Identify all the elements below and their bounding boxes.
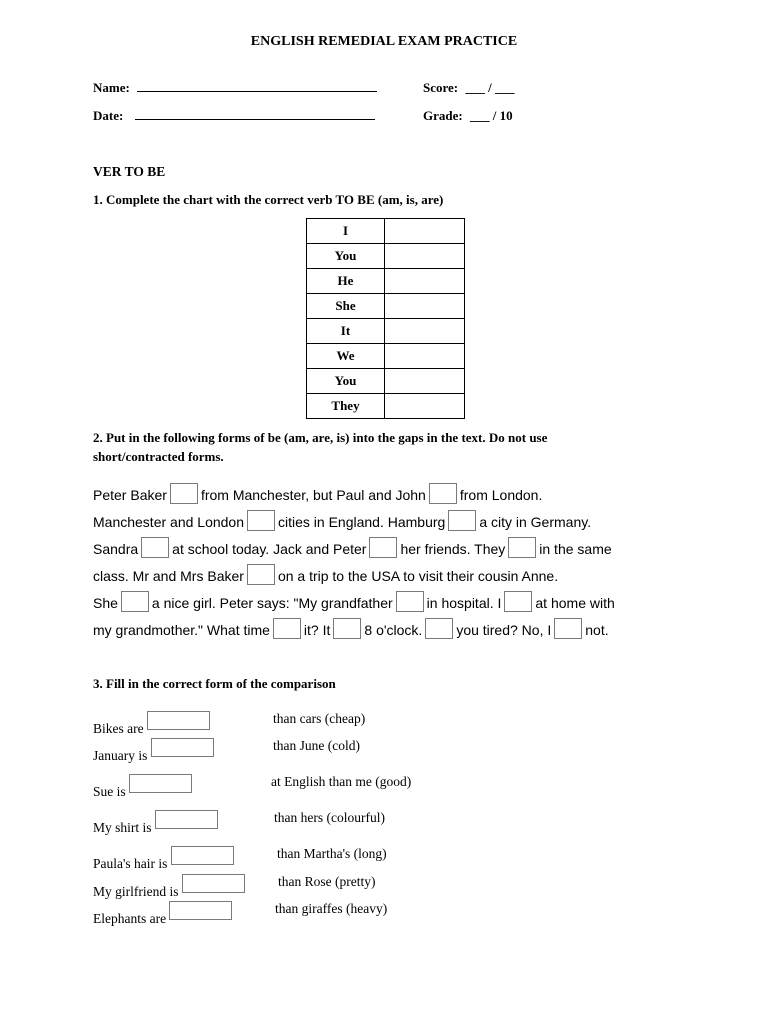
comparison-answer-box[interactable]: [155, 810, 218, 829]
gap-box[interactable]: [396, 591, 424, 612]
name-row: [93, 80, 377, 96]
gap-box[interactable]: [425, 618, 453, 639]
comparison-answer-box[interactable]: [182, 874, 245, 893]
gap-box[interactable]: [504, 591, 532, 612]
gap-box[interactable]: [554, 618, 582, 639]
q2-text: a nice girl. Peter says: "My grandfather: [151, 595, 393, 611]
chart-answer-cell[interactable]: [385, 219, 465, 244]
grade-row: [423, 108, 513, 124]
q2-line: [93, 591, 615, 612]
q2-text: class. Mr and Mrs Baker: [93, 568, 244, 584]
chart-row: [307, 244, 465, 269]
q2-text: on a trip to the USA to visit their cousin Anne.: [277, 568, 559, 584]
chart-pronoun: He: [307, 269, 385, 294]
q2-text: not.: [585, 622, 609, 638]
comparison-hint: than cars (cheap): [273, 711, 366, 726]
q2-text: from London.: [459, 487, 543, 503]
comparison-prompt: Bikes are: [93, 721, 144, 736]
gap-box[interactable]: [273, 618, 301, 639]
q2-line: [93, 510, 591, 531]
q2-line: [93, 618, 609, 639]
chart-row: [307, 394, 465, 419]
q2-text: She: [93, 595, 118, 611]
comparison-hint: than Martha's (long): [277, 846, 387, 861]
q2-text: it? It: [303, 622, 331, 638]
chart-pronoun: You: [307, 369, 385, 394]
comparison-item: [93, 711, 210, 737]
comparison-answer-box[interactable]: [171, 846, 234, 865]
gap-box[interactable]: [448, 510, 476, 531]
gap-box[interactable]: [369, 537, 397, 558]
gap-box[interactable]: [508, 537, 536, 558]
chart-row: [307, 344, 465, 369]
gap-box[interactable]: [121, 591, 149, 612]
gap-box[interactable]: [429, 483, 457, 504]
chart-answer-cell[interactable]: [385, 319, 465, 344]
date-field[interactable]: [135, 108, 375, 120]
comparison-item: [93, 874, 245, 900]
q2-text: cities in England. Hamburg: [278, 514, 446, 530]
comparison-item: [93, 738, 214, 764]
comparison-prompt: January is: [93, 748, 148, 763]
q2-text: Peter Baker: [93, 487, 167, 503]
score-value[interactable]: ___ / ___: [465, 80, 515, 95]
comparison-hint: than hers (colourful): [274, 810, 385, 825]
chart-pronoun: I: [307, 219, 385, 244]
q2-line: [93, 537, 612, 558]
comparison-answer-box[interactable]: [147, 711, 210, 730]
chart-answer-cell[interactable]: [385, 344, 465, 369]
chart-answer-cell[interactable]: [385, 269, 465, 294]
chart-pronoun: We: [307, 344, 385, 369]
grade-label: Grade:: [423, 108, 463, 123]
q2-text: Manchester and London: [93, 514, 244, 530]
name-field[interactable]: [137, 80, 377, 92]
q2-text: at school today. Jack and Peter: [172, 541, 367, 557]
grade-value[interactable]: ___ / 10: [469, 108, 513, 123]
comparison-prompt: My girlfriend is: [93, 884, 179, 899]
date-label: Date:: [93, 108, 124, 123]
comparison-hint: at English than me (good): [271, 774, 412, 789]
q2-heading-line2: short/contracted forms.: [93, 449, 224, 464]
comparison-prompt: My shirt is: [93, 820, 152, 835]
q2-text: her friends. They: [400, 541, 506, 557]
comparison-hint: than June (cold): [273, 738, 360, 753]
comparison-prompt: Paula's hair is: [93, 856, 168, 871]
chart-pronoun: They: [307, 394, 385, 419]
q2-heading-line1: 2. Put in the following forms of be (am, are, is) into the gaps in the text. Do not use: [93, 430, 548, 445]
comparison-hint: than Rose (pretty): [278, 874, 376, 889]
q2-text: from Manchester, but Paul and John: [200, 487, 426, 503]
comparison-answer-box[interactable]: [151, 738, 214, 757]
chart-row: [307, 294, 465, 319]
q2-line: [93, 564, 558, 585]
q2-text: you tired? No, I: [456, 622, 552, 638]
q2-text: at home with: [535, 595, 615, 611]
q2-text: Sandra: [93, 541, 139, 557]
comparison-hint: than giraffes (heavy): [275, 901, 388, 916]
comparison-answer-box[interactable]: [169, 901, 232, 920]
chart-answer-cell[interactable]: [385, 294, 465, 319]
chart-pronoun: It: [307, 319, 385, 344]
q2-line: [93, 483, 542, 504]
chart-answer-cell[interactable]: [385, 369, 465, 394]
chart-row: [307, 269, 465, 294]
comparison-item: [93, 901, 232, 927]
chart-row: [307, 369, 465, 394]
q3-heading: 3. Fill in the correct form of the comparison: [93, 676, 336, 691]
date-row: [93, 108, 375, 124]
q2-text: my grandmother." What time: [93, 622, 270, 638]
chart-answer-cell[interactable]: [385, 394, 465, 419]
gap-box[interactable]: [247, 564, 275, 585]
q2-text: a city in Germany.: [479, 514, 592, 530]
score-label: Score:: [423, 80, 459, 95]
gap-box[interactable]: [141, 537, 169, 558]
gap-box[interactable]: [170, 483, 198, 504]
comparison-item: [93, 810, 218, 836]
q2-text: 8 o'clock.: [364, 622, 423, 638]
chart-answer-cell[interactable]: [385, 244, 465, 269]
gap-box[interactable]: [333, 618, 361, 639]
comparison-item: [93, 846, 234, 872]
comparison-answer-box[interactable]: [129, 774, 192, 793]
chart-row: [307, 219, 465, 244]
q1-heading: 1. Complete the chart with the correct verb TO BE (am, is, are): [93, 192, 444, 207]
chart-row: [307, 319, 465, 344]
gap-box[interactable]: [247, 510, 275, 531]
score-row: [423, 80, 515, 96]
comparison-prompt: Sue is: [93, 784, 126, 799]
chart-pronoun: You: [307, 244, 385, 269]
comparison-item: [93, 774, 192, 800]
name-label: Name:: [93, 80, 130, 95]
verb-chart: [306, 218, 465, 419]
q2-text: in hospital. I: [426, 595, 502, 611]
section-title: VER TO BE: [93, 164, 166, 179]
page-title: ENGLISH REMEDIAL EXAM PRACTICE: [250, 34, 518, 49]
comparison-prompt: Elephants are: [93, 911, 167, 926]
q2-text: in the same: [539, 541, 612, 557]
chart-pronoun: She: [307, 294, 385, 319]
